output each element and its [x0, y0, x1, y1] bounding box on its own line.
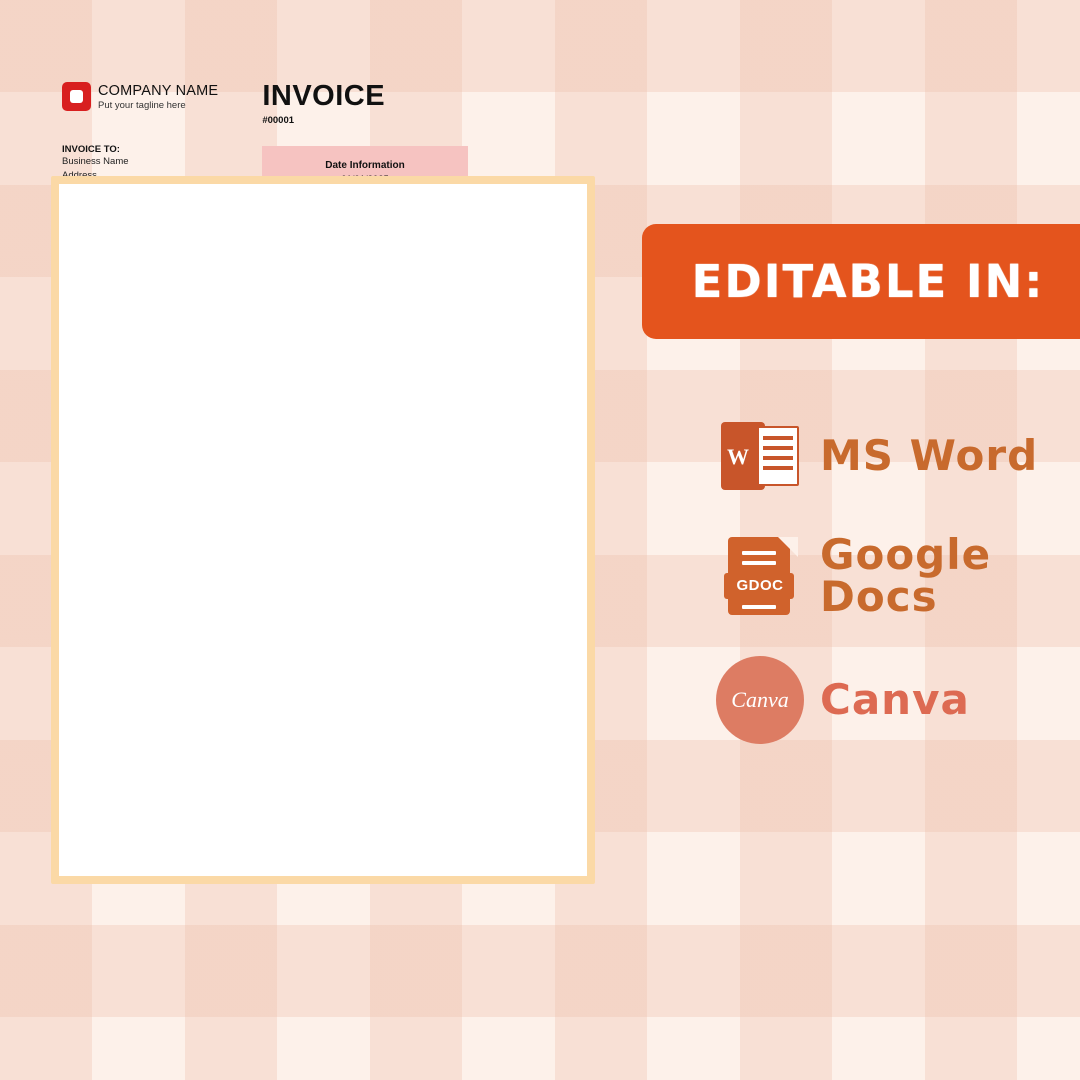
invoice-to-label: INVOICE TO: [62, 144, 120, 155]
company-logo [62, 82, 98, 111]
app-row-canva [700, 640, 1080, 760]
banner-text: EDITABLE IN: [691, 255, 1045, 308]
editable-in-banner [642, 224, 1080, 339]
square-logo-icon [62, 82, 91, 111]
gdoc-icon-text: GDOC [736, 577, 784, 594]
canva-icon [700, 656, 820, 744]
ms-word-icon: W [700, 422, 820, 490]
app-row-ms-word [700, 400, 1080, 512]
google-docs-icon [700, 537, 820, 615]
company-name: COMPANY NAME [98, 83, 219, 99]
app-label-google-docs: Google Docs [820, 530, 992, 621]
app-label-ms-word: MS Word [820, 431, 1039, 480]
invoice-to-line: Business Name [62, 156, 129, 167]
app-row-google-docs [700, 512, 1080, 640]
invoice-title: INVOICE [262, 80, 386, 112]
app-label-canva: Canva [820, 675, 970, 724]
company-block [98, 82, 218, 111]
invoice-card [59, 184, 587, 876]
invoice-title-block [262, 82, 385, 126]
invoice-header [62, 82, 468, 126]
date-label: Date Information [325, 160, 405, 171]
canva-icon-text: Canva [731, 687, 789, 712]
app-list [700, 400, 1080, 760]
invoice-number: #00001 [262, 115, 295, 126]
company-tagline: Put your tagline here [98, 100, 186, 111]
